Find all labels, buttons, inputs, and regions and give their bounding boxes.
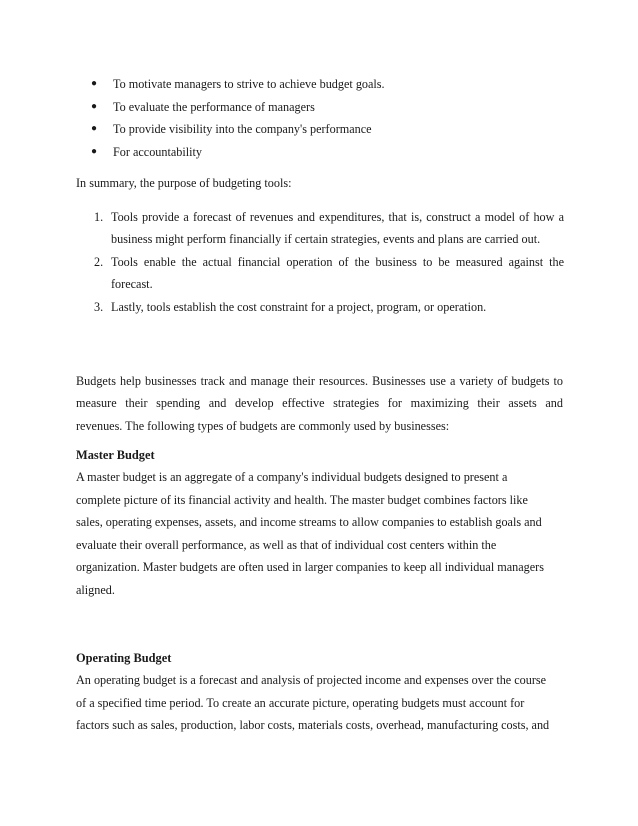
master-budget-heading: Master Budget [76, 448, 155, 462]
list-line: Tools enable the actual financial operation of the business to be measured against the [111, 254, 564, 269]
list-line: Tools provide a forecast of revenues and expenditures, that is, construct a model of how a [111, 210, 564, 224]
paragraph-line: revenues. The following types of budgets are commonly used by businesses: [76, 418, 450, 433]
paragraph-line: aligned. [76, 582, 115, 597]
list-number: 3. [94, 299, 104, 314]
purpose-bullet-list [91, 73, 385, 163]
list-item [91, 96, 385, 119]
list-item [94, 251, 564, 296]
list-line: business might perform financially if certain strategies, events and plans are carried out. [111, 232, 541, 247]
summary-numbered-list [94, 206, 564, 318]
list-item [94, 296, 564, 318]
bullet-dot-icon: ● [91, 145, 98, 157]
bullet-dot-icon: ● [91, 78, 98, 89]
operating-budget-heading: Operating Budget [76, 651, 172, 665]
paragraph-line: A master budget is an aggregate of a company's individual budgets designed to present a [76, 470, 508, 484]
paragraph-line: complete picture of its financial activity and health. The master budget combines factors like [76, 492, 528, 507]
master-budget-paragraph [76, 466, 566, 602]
paragraph-line: sales, operating expenses, assets, and income streams to allow companies to establish goals and [76, 515, 542, 530]
operating-budget-paragraph [76, 669, 566, 737]
summary-intro: In summary, the purpose of budgeting tools: [76, 176, 292, 190]
list-number: 2. [94, 254, 104, 269]
list-item [94, 206, 564, 251]
paragraph-line: organization. Master budgets are often used in larger companies to keep all individual managers [76, 560, 544, 575]
paragraph-line: evaluate their overall performance, as well as that of individual cost centers within the [76, 537, 497, 552]
paragraph-line: An operating budget is a forecast and analysis of projected income and expenses over the course [76, 673, 547, 687]
paragraph-line: Budgets help businesses track and manage their resources. Businesses use a variety of budgets to [76, 374, 563, 388]
paragraph-line: factors such as sales, production, labor costs, materials costs, overhead, manufacturing costs, and [76, 718, 550, 733]
bullet-dot-icon: ● [91, 123, 98, 134]
bullet-text: To evaluate the performance of managers [113, 99, 315, 114]
paragraph-line: measure their spending and develop effective strategies for maximizing their assets and [76, 396, 563, 411]
list-line: forecast. [111, 277, 153, 292]
list-item [91, 141, 385, 164]
bullet-text: To motivate managers to strive to achieve budget goals. [113, 77, 385, 91]
list-line: Lastly, tools establish the cost constraint for a project, program, or operation. [111, 299, 487, 314]
budgets-intro-paragraph [76, 370, 563, 437]
paragraph-line: of a specified time period. To create an accurate picture, operating budgets must account for [76, 695, 525, 710]
list-number: 1. [94, 210, 104, 224]
list-item [91, 118, 385, 141]
list-item [91, 73, 385, 96]
bullet-text: For accountability [113, 144, 203, 159]
bullet-text: To provide visibility into the company's performance [113, 122, 372, 136]
bullet-dot-icon: ● [91, 100, 98, 112]
